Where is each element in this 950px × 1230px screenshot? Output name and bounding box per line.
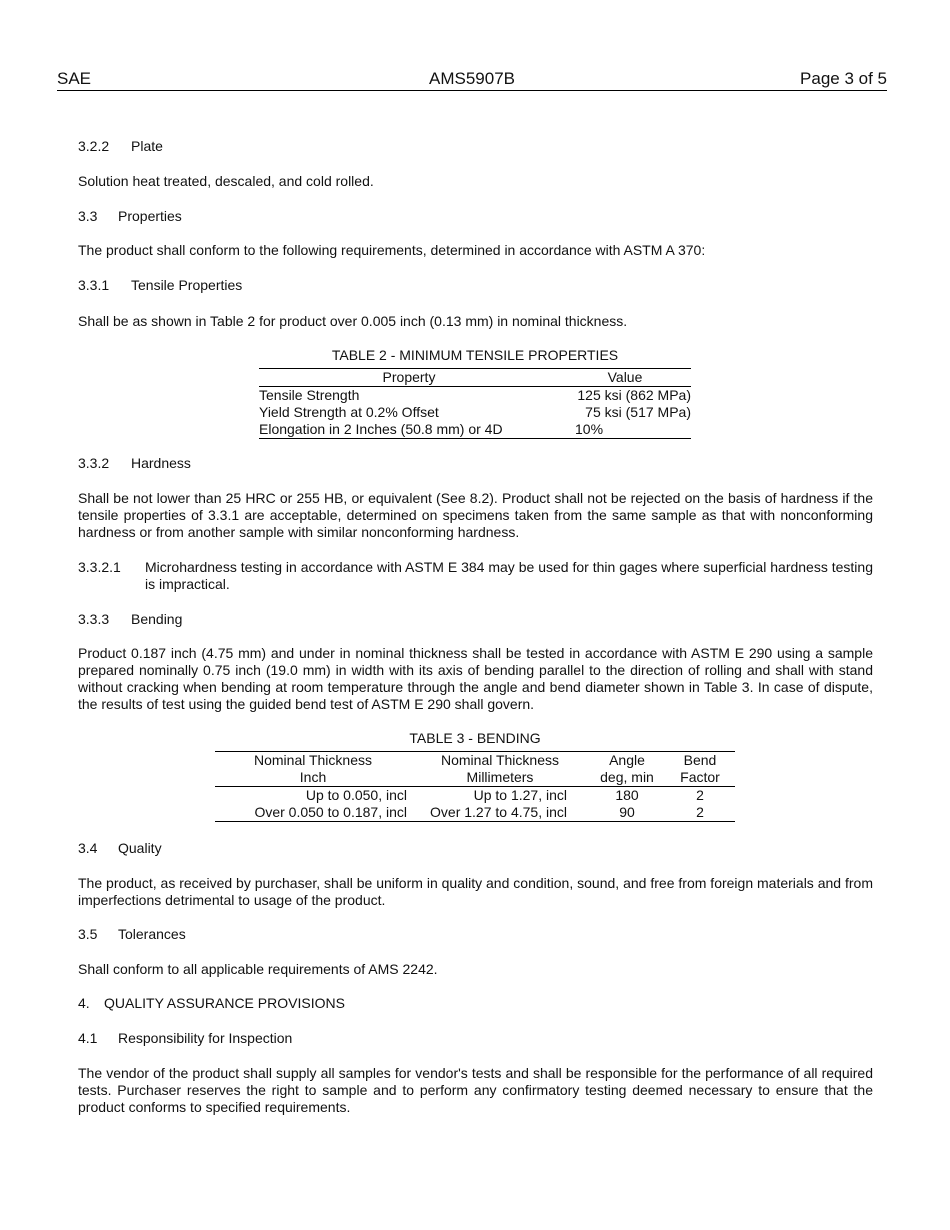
section-number: 4.1 [78, 1030, 98, 1046]
section-3-5-heading [78, 926, 873, 943]
section-3-3-3-body: Product 0.187 inch (4.75 mm) and under in nominal thickness shall be tested in accordance with ASTM E 290 using a sample prepared nominally 0.75 inch (19.0 mm) in width with its axis of bending parallel to the direction of rolling and shall with stand without cracking when bending at room temperature through the angle and bend diameter shown in Table 3. In case of dispute, the results of test using the guided bend test of ASTM E 290 shall govern. [78, 645, 873, 712]
table3-cell: 2 [696, 804, 704, 820]
header-org: SAE [57, 69, 92, 88]
table-row [215, 787, 735, 805]
section-3-4-heading [78, 840, 873, 857]
section-3-2-2-heading [78, 138, 873, 155]
table2-header-property: Property [259, 369, 559, 387]
table2 [259, 368, 691, 439]
table-row [259, 387, 691, 405]
table3-cell: 2 [696, 787, 704, 803]
table3-header: Nominal Thickness [440, 752, 559, 768]
table3 [215, 751, 735, 822]
table3-header: Inch [215, 769, 411, 787]
section-number: 3.3.1 [78, 277, 110, 293]
section-title: Responsibility for Inspection [118, 1030, 293, 1046]
section-3-2-2-body: Solution heat treated, descaled, and cold rolled. [78, 173, 374, 189]
table3-header: deg, min [589, 769, 665, 787]
section-3-3-2-1 [78, 559, 873, 593]
table3-header: Bend [683, 752, 717, 768]
table2-cell: Tensile Strength [259, 387, 360, 403]
section-3-3-1-body: Shall be as shown in Table 2 for product over 0.005 inch (0.13 mm) in nominal thickness. [78, 313, 628, 329]
table2-cell: Elongation in 2 Inches (50.8 mm) or 4D [259, 421, 503, 437]
section-number: 3.5 [78, 926, 98, 942]
table2-cell: 75 ksi (517 MPa) [585, 404, 691, 420]
section-3-3-2-heading [78, 455, 873, 472]
section-4-heading [78, 995, 873, 1012]
section-4-1-heading [78, 1030, 873, 1047]
section-3-4-body: The product, as received by purchaser, shall be uniform in quality and condition, sound, and free from foreign materials and from imperfections detrimental to usage of the product. [78, 875, 873, 908]
table2-cell: 125 ksi (862 MPa) [577, 387, 691, 403]
table2-cell: 10% [575, 421, 604, 437]
page-header [57, 68, 887, 91]
section-number: 3.4 [78, 840, 98, 856]
table2-header-value: Value [559, 369, 691, 387]
table3-cell: Up to 0.050, incl [305, 787, 407, 803]
table3-cell: Over 0.050 to 0.187, incl [254, 804, 407, 820]
table3-title: TABLE 3 - BENDING [409, 730, 541, 746]
section-3-3-2-1-body: Microhardness testing in accordance with ASTM E 384 may be used for thin gages where superficial hardness testing is impractical. [145, 559, 873, 592]
section-3-3-body: The product shall conform to the following requirements, determined in accordance with ASTM A 370: [78, 242, 706, 258]
table-row [259, 421, 691, 439]
table3-cell: 180 [615, 787, 639, 803]
section-number: 3.2.2 [78, 138, 110, 154]
section-title: Tolerances [118, 926, 186, 942]
table3-header: Factor [665, 769, 735, 787]
table2-title: TABLE 2 - MINIMUM TENSILE PROPERTIES [331, 347, 619, 363]
section-number: 3.3.2.1 [78, 559, 121, 575]
section-3-3-2-body: Shall be not lower than 25 HRC or 255 HB, or equivalent (See 8.2). Product shall not be rejected on the basis of hardness if the tensile properties of 3.3.1 are acceptable, determined on specimens taken from the same sample as that with nonconforming hardness or from another sample with similar nonconforming hardness. [78, 490, 873, 540]
header-doc-number: AMS5907B [429, 69, 515, 88]
section-number: 3.3.3 [78, 611, 110, 627]
section-title: Tensile Properties [131, 277, 243, 293]
section-title: QUALITY ASSURANCE PROVISIONS [104, 995, 345, 1011]
table3-cell: 90 [619, 804, 635, 820]
table-row [259, 404, 691, 421]
section-3-3-heading [78, 208, 873, 225]
section-number: 3.3 [78, 208, 98, 224]
table3-cell: Over 1.27 to 4.75, incl [430, 804, 567, 820]
section-number: 4. [78, 995, 90, 1011]
table3-header: Nominal Thickness [253, 752, 372, 768]
section-title: Plate [131, 138, 163, 154]
section-3-5-body: Shall conform to all applicable requirements of AMS 2242. [78, 961, 438, 977]
table2-cell: Yield Strength at 0.2% Offset [259, 404, 439, 420]
section-title: Quality [118, 840, 162, 856]
section-4-1-body: The vendor of the product shall supply all samples for vendor's tests and shall be responsible for the performance of all required tests. Purchaser reserves the right to sample and to perform any confirmatory testing deemed necessary to ensure that the product conforms to specified requirements. [78, 1065, 873, 1115]
table3-header: Millimeters [411, 769, 589, 787]
table3-header: Angle [609, 752, 645, 768]
section-3-3-1-heading [78, 277, 873, 294]
table-row [215, 804, 735, 822]
header-page-number: Page 3 of 5 [800, 69, 887, 88]
section-title: Hardness [131, 455, 191, 471]
section-3-3-3-heading [78, 611, 873, 628]
section-title: Bending [131, 611, 183, 627]
section-title: Properties [118, 208, 182, 224]
table3-cell: Up to 1.27, incl [473, 787, 567, 803]
section-number: 3.3.2 [78, 455, 110, 471]
